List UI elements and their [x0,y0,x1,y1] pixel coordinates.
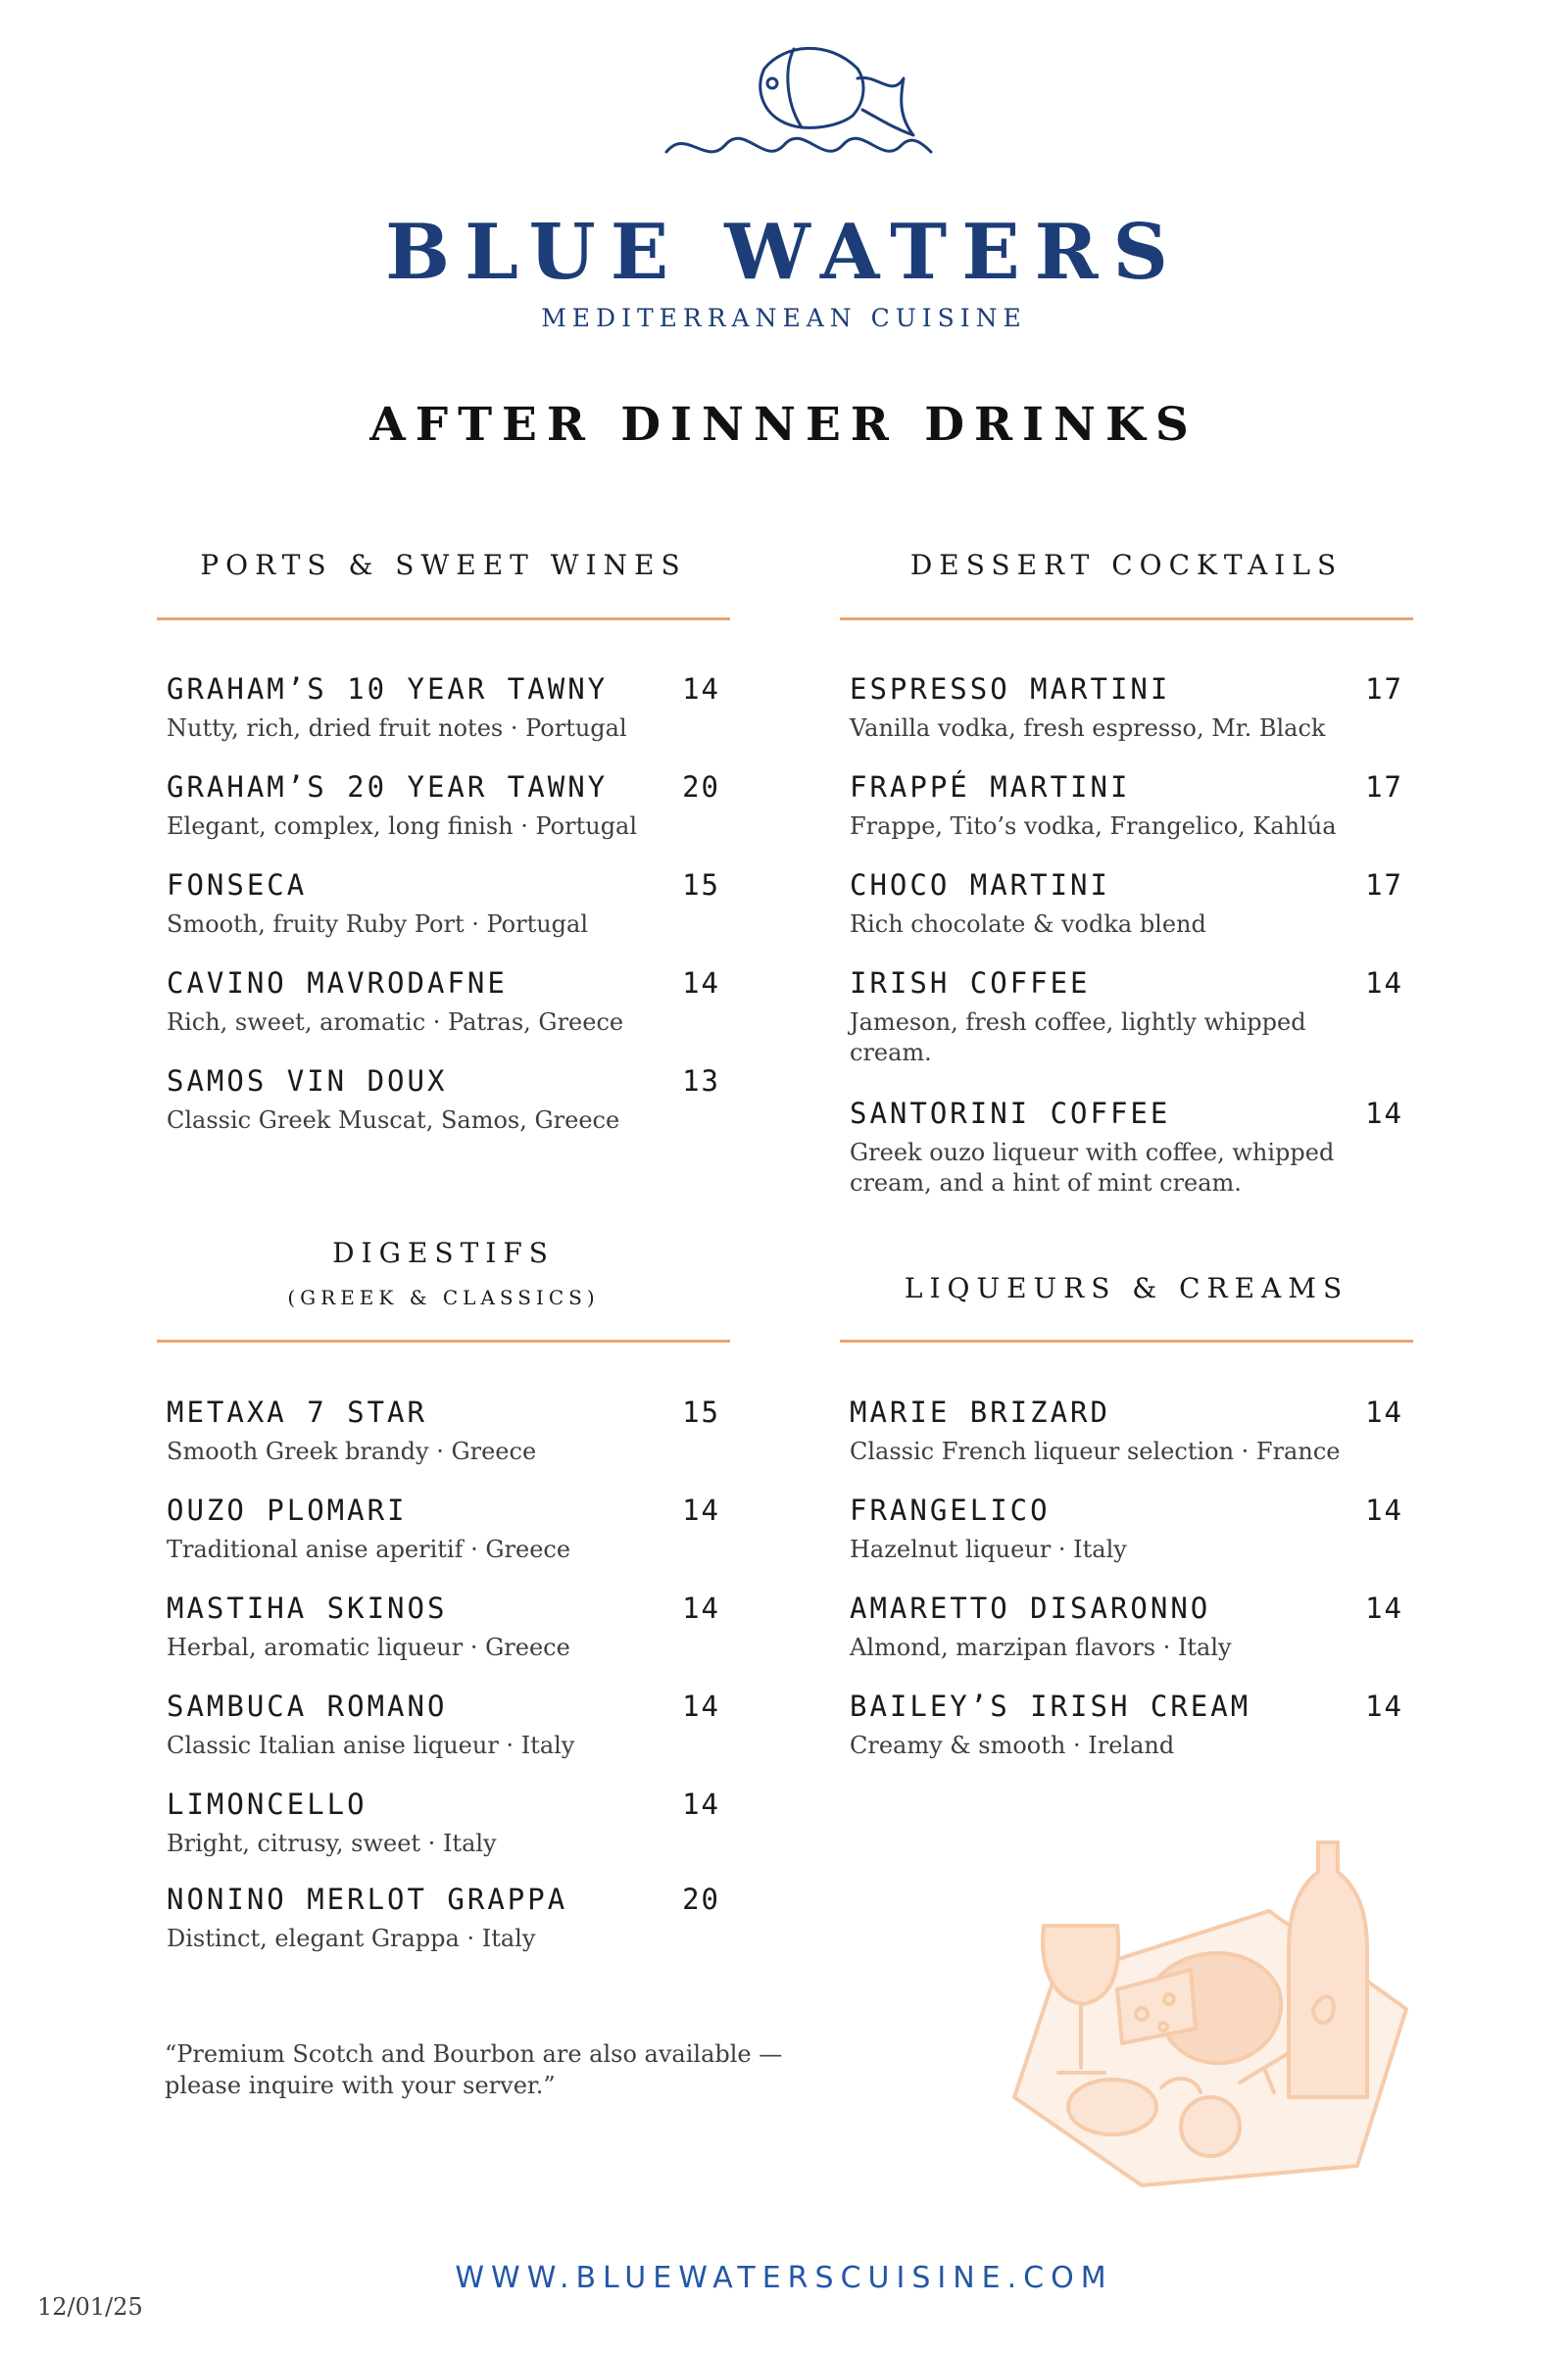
item-price: 17 [1365,672,1403,706]
page-title: AFTER DINNER DRINKS [369,398,1199,452]
item-price: 14 [1365,1592,1403,1625]
item-name: FRAPPÉ MARTINI [850,770,1131,804]
item-price: 14 [682,672,720,706]
footnote: “Premium Scotch and Bourbon are also available —please inquire with your server.” [165,2040,783,2099]
brand-name: BLUE WATERS [385,208,1183,297]
section-divider [157,1340,730,1343]
item-price: 14 [1365,966,1403,1000]
fish-waves-icon [647,29,941,186]
item-description: Vanilla vodka, fresh espresso, Mr. Black [850,714,1326,742]
wine-cheese-board-icon [995,1833,1426,2205]
item-name: CAVINO MAVRODAFNE [167,966,508,1000]
item-price: 14 [1365,1097,1403,1130]
item-description: Herbal, aromatic liqueur · Greece [167,1634,570,1661]
item-price: 20 [682,1883,720,1916]
item-description: Nutty, rich, dried fruit notes · Portugal [167,714,627,742]
item-description: Almond, marzipan flavors · Italy [850,1634,1232,1661]
item-name: GRAHAM’S 20 YEAR TAWNY [167,770,609,804]
section-title: PORTS & SWEET WINES [200,549,687,581]
item-price: 14 [682,1494,720,1527]
item-description: Hazelnut liqueur · Italy [850,1536,1127,1563]
item-name: MARIE BRIZARD [850,1396,1110,1429]
item-description: Frappe, Tito’s vodka, Frangelico, Kahlúa [850,812,1337,840]
item-description: Distinct, elegant Grappa · Italy [167,1925,536,1952]
item-price: 17 [1365,770,1403,804]
item-description: Traditional anise aperitif · Greece [167,1536,571,1563]
item-name: GRAHAM’S 10 YEAR TAWNY [167,672,609,706]
item-name: OUZO PLOMARI [167,1494,408,1527]
section-liqueurs [840,1272,1413,1782]
print-date: 12/01/25 [37,2293,143,2321]
item-name: MASTIHA SKINOS [167,1592,448,1625]
item-price: 14 [1365,1396,1403,1429]
item-name: LIMONCELLO [167,1788,368,1821]
item-price: 14 [1365,1494,1403,1527]
item-name: NONINO MERLOT GRAPPA [167,1883,568,1916]
section-cocktails [840,549,1413,1205]
item-price: 14 [682,1690,720,1723]
item-price: 17 [1365,868,1403,902]
item-price: 15 [682,868,720,902]
item-price: 20 [682,770,720,804]
section-title: LIQUEURS & CREAMS [904,1272,1349,1304]
item-description: Bright, citrusy, sweet · Italy [167,1830,497,1857]
item-name: CHOCO MARTINI [850,868,1110,902]
item-description: Classic Greek Muscat, Samos, Greece [167,1106,620,1134]
item-description: Rich, sweet, aromatic · Patras, Greece [167,1008,624,1036]
section-title: DIGESTIFS [332,1237,555,1269]
item-description: Greek ouzo liqueur with coffee, whipped cream, and a hint of mint cream. [850,1139,1335,1197]
item-name: SANTORINI COFFEE [850,1097,1171,1130]
section-title: DESSERT COCKTAILS [909,549,1344,581]
item-description: Smooth Greek brandy · Greece [167,1438,537,1465]
brand-subtitle: MEDITERRANEAN CUISINE [541,304,1027,332]
section-subtitle: (GREEK & CLASSICS) [287,1286,600,1309]
item-description: Classic Italian anise liqueur · Italy [167,1732,575,1759]
section-divider [840,1340,1413,1343]
item-price: 14 [682,1788,720,1821]
item-name: FRANGELICO [850,1494,1051,1527]
item-description: Creamy & smooth · Ireland [850,1732,1175,1759]
website-link[interactable]: WWW.BLUEWATERSCUISINE.COM [455,2261,1113,2295]
section-ports [157,549,730,1156]
item-price: 14 [682,966,720,1000]
item-name: SAMBUCA ROMANO [167,1690,448,1723]
section-divider [157,617,730,620]
item-description: Smooth, fruity Ruby Port · Portugal [167,910,589,938]
item-price: 14 [1365,1690,1403,1723]
item-name: METAXA 7 STAR [167,1396,427,1429]
item-name: SAMOS VIN DOUX [167,1064,448,1098]
item-name: AMARETTO DISARONNO [850,1592,1211,1625]
item-description: Rich chocolate & vodka blend [850,910,1206,938]
section-digestifs [157,1237,730,1962]
item-name: IRISH COFFEE [850,966,1091,1000]
item-name: FONSECA [167,868,308,902]
item-description: Classic French liqueur selection · France [850,1438,1341,1465]
item-description: Jameson, fresh coffee, lightly whipped cream. [850,1008,1306,1066]
section-divider [840,617,1413,620]
item-name: BAILEY’S IRISH CREAM [850,1690,1251,1723]
item-price: 15 [682,1396,720,1429]
item-name: ESPRESSO MARTINI [850,672,1171,706]
item-price: 13 [682,1064,720,1098]
item-price: 14 [682,1592,720,1625]
item-description: Elegant, complex, long finish · Portugal [167,812,638,840]
